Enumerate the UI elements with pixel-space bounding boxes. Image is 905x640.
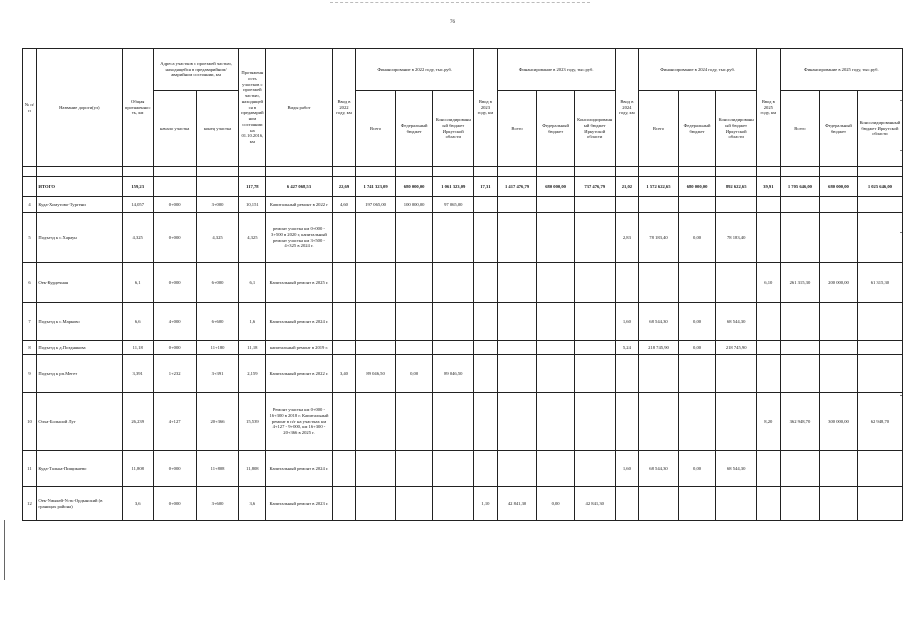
table-row bbox=[23, 355, 903, 393]
fin-federal-2024 bbox=[678, 197, 716, 213]
scan-left-edge-mark bbox=[4, 520, 5, 580]
put-km-2025 bbox=[757, 213, 781, 263]
put-km-2025 bbox=[757, 303, 781, 341]
works-type: Капитальный ремонт в 2023 г. bbox=[266, 487, 332, 521]
header-length-bad: Протяженность участков с проезжей частью, находящейся в предаварийном состоянии на 01.10.2016, км bbox=[239, 49, 266, 167]
fin-federal-2023 bbox=[537, 263, 575, 303]
total-sum-2022: 1 741 323,09 bbox=[356, 177, 396, 197]
put-km-2024: 5,24 bbox=[615, 341, 639, 355]
fin-federal-2024: 0,00 bbox=[678, 451, 716, 487]
fin-total-2025 bbox=[780, 355, 820, 393]
put-km-2024 bbox=[615, 355, 639, 393]
total-reg-2023: 737 476,79 bbox=[574, 177, 615, 197]
total-length: 26,239 bbox=[122, 393, 153, 451]
fin-regional-2023 bbox=[574, 341, 615, 355]
segment-end: 3+391 bbox=[196, 355, 239, 393]
fin-federal-2025: 200 000,00 bbox=[820, 263, 858, 303]
fin-total-2023 bbox=[497, 341, 537, 355]
fin-federal-2025: 300 000,00 bbox=[820, 393, 858, 451]
header-total-2022: Всего bbox=[356, 91, 396, 167]
scan-top-marks bbox=[330, 2, 590, 4]
total-put-2025: 39,91 bbox=[757, 177, 781, 197]
total-length: 11,18 bbox=[122, 341, 153, 355]
fin-total-2025 bbox=[780, 303, 820, 341]
header-reg-2025: Консолидированный бюджет Иркутской области bbox=[857, 91, 902, 167]
road-name: Куда-Хомутово-Тургени bbox=[36, 197, 122, 213]
total-reg-2024: 892 622,65 bbox=[716, 177, 757, 197]
fin-regional-2025 bbox=[857, 487, 902, 521]
segment-start: 0+000 bbox=[153, 451, 196, 487]
header-fin-2023: Финансирование в 2023 году, тыс.руб. bbox=[497, 49, 615, 91]
fin-total-2025 bbox=[780, 487, 820, 521]
fin-regional-2024: 68 544,30 bbox=[716, 303, 757, 341]
table-row bbox=[23, 197, 903, 213]
header-reg-2023: Консолидированный бюджет Иркутской области bbox=[574, 91, 615, 167]
put-km-2022 bbox=[332, 487, 356, 521]
row-num: 11 bbox=[23, 451, 37, 487]
table-row bbox=[23, 451, 903, 487]
fin-regional-2025: 61 315,30 bbox=[857, 263, 902, 303]
fin-federal-2023: 0,00 bbox=[537, 487, 575, 521]
fin-federal-2025 bbox=[820, 341, 858, 355]
header-start: начало участка bbox=[153, 91, 196, 167]
fin-federal-2025 bbox=[820, 451, 858, 487]
header-fed-2025: Федеральный бюджет bbox=[820, 91, 858, 167]
fin-total-2023 bbox=[497, 393, 537, 451]
total-label: ИТОГО bbox=[36, 177, 122, 197]
total-length: 6,6 bbox=[122, 303, 153, 341]
fin-total-2025 bbox=[780, 197, 820, 213]
fin-regional-2024: 68 544,30 bbox=[716, 451, 757, 487]
fin-federal-2022 bbox=[395, 451, 433, 487]
fin-total-2022: 197 065,00 bbox=[356, 197, 396, 213]
header-fin-2024: Финансирование в 2024 году, тыс.руб. bbox=[639, 49, 757, 91]
header-total-2023: Всего bbox=[497, 91, 537, 167]
fin-regional-2025: 62 948,70 bbox=[857, 393, 902, 451]
fin-regional-2022 bbox=[433, 263, 474, 303]
fin-total-2025: 261 315,30 bbox=[780, 263, 820, 303]
fin-federal-2022 bbox=[395, 393, 433, 451]
fin-regional-2023 bbox=[574, 303, 615, 341]
length-bad: 10,151 bbox=[239, 197, 266, 213]
fin-federal-2024 bbox=[678, 393, 716, 451]
put-km-2024: 1,60 bbox=[615, 303, 639, 341]
fin-federal-2022: 100 000,00 bbox=[395, 197, 433, 213]
fin-regional-2022 bbox=[433, 451, 474, 487]
row-num: 7 bbox=[23, 303, 37, 341]
header-put-2024: Ввод в 2024 году, км bbox=[615, 49, 639, 167]
row-num: 9 bbox=[23, 355, 37, 393]
fin-regional-2025 bbox=[857, 213, 902, 263]
fin-regional-2024 bbox=[716, 487, 757, 521]
fin-federal-2023 bbox=[537, 303, 575, 341]
segment-end: 3+600 bbox=[196, 487, 239, 521]
row-num: 6 bbox=[23, 263, 37, 303]
fin-federal-2024 bbox=[678, 263, 716, 303]
fin-regional-2023 bbox=[574, 355, 615, 393]
header-fin-2022: Финансирование в 2022 году, тыс.руб. bbox=[356, 49, 474, 91]
header-reg-2022: Консолидированный бюджет Иркутской области bbox=[433, 91, 474, 167]
total-fed-2025: 680 000,00 bbox=[820, 177, 858, 197]
road-name: Оек-Умыкей-Усть-Ордынский (в границах района) bbox=[36, 487, 122, 521]
total-length: 4,325 bbox=[122, 213, 153, 263]
header-put-2023: Ввод в 2023 году, км bbox=[474, 49, 498, 167]
road-repair-table bbox=[22, 48, 903, 521]
fin-federal-2024 bbox=[678, 487, 716, 521]
fin-regional-2024 bbox=[716, 263, 757, 303]
put-km-2023 bbox=[474, 303, 498, 341]
fin-regional-2022: 97 065,00 bbox=[433, 197, 474, 213]
table-row bbox=[23, 393, 903, 451]
segment-start: 1+232 bbox=[153, 355, 196, 393]
fin-federal-2023 bbox=[537, 451, 575, 487]
works-type: Ремонт участка км 0+000 - 16+300 в 2018 г. Капитальный ремонт в п/г на участках км 4+127 - 9+000, км 16+300 - 20+366 в 2025 г. bbox=[266, 393, 332, 451]
fin-regional-2025 bbox=[857, 451, 902, 487]
works-type: капитальный ремонт в 2019 г. bbox=[266, 341, 332, 355]
segment-end: 6+000 bbox=[196, 263, 239, 303]
fin-federal-2023 bbox=[537, 393, 575, 451]
fin-total-2024 bbox=[639, 263, 679, 303]
segment-end: 4,325 bbox=[196, 213, 239, 263]
total-length: 159,23 bbox=[122, 177, 153, 197]
header-fed-2024: Федеральный бюджет bbox=[678, 91, 716, 167]
fin-federal-2025 bbox=[820, 197, 858, 213]
fin-regional-2022 bbox=[433, 393, 474, 451]
put-km-2024 bbox=[615, 393, 639, 451]
put-km-2022 bbox=[332, 451, 356, 487]
works-type: Капитальный ремонт в 2024 г. bbox=[266, 303, 332, 341]
total-fed-2024: 680 000,00 bbox=[678, 177, 716, 197]
total-works: 6 427 068,53 bbox=[266, 177, 332, 197]
fin-federal-2024: 0,00 bbox=[678, 341, 716, 355]
fin-total-2025 bbox=[780, 213, 820, 263]
fin-federal-2023 bbox=[537, 355, 575, 393]
road-name: Подъезд к с.Марково bbox=[36, 303, 122, 341]
works-type: Капитальный ремонт в 2022 г bbox=[266, 197, 332, 213]
row-num: 5 bbox=[23, 213, 37, 263]
total-sum-2023: 1 417 476,79 bbox=[497, 177, 537, 197]
fin-total-2024: 68 544,30 bbox=[639, 303, 679, 341]
row-num: 12 bbox=[23, 487, 37, 521]
fin-federal-2024: 0,00 bbox=[678, 213, 716, 263]
fin-regional-2025 bbox=[857, 355, 902, 393]
length-bad: 2,159 bbox=[239, 355, 266, 393]
fin-total-2023 bbox=[497, 303, 537, 341]
table-row bbox=[23, 213, 903, 263]
put-km-2023 bbox=[474, 213, 498, 263]
total-reg-2025: 1 025 646,00 bbox=[857, 177, 902, 197]
fin-regional-2023 bbox=[574, 263, 615, 303]
put-km-2024: 2,83 bbox=[615, 213, 639, 263]
fin-regional-2025 bbox=[857, 303, 902, 341]
total-fed-2023: 680 000,00 bbox=[537, 177, 575, 197]
total-length: 3,391 bbox=[122, 355, 153, 393]
segment-start: 0+000 bbox=[153, 197, 196, 213]
header-total-2024: Всего bbox=[639, 91, 679, 167]
segment-start: 0+000 bbox=[153, 341, 196, 355]
table-header bbox=[23, 49, 903, 167]
road-name: Подъезд к с.Хараун bbox=[36, 213, 122, 263]
put-km-2025 bbox=[757, 197, 781, 213]
put-km-2024: 1,60 bbox=[615, 451, 639, 487]
length-bad: 4,325 bbox=[239, 213, 266, 263]
header-address-group: Адреса участков с проезжей частью, находящейся в предаварийном/аварийном состоянии, км bbox=[153, 49, 239, 91]
put-km-2024 bbox=[615, 263, 639, 303]
put-km-2023 bbox=[474, 197, 498, 213]
segment-end: 20+366 bbox=[196, 393, 239, 451]
fin-total-2025 bbox=[780, 451, 820, 487]
fin-regional-2023 bbox=[574, 451, 615, 487]
table-row bbox=[23, 303, 903, 341]
put-km-2023 bbox=[474, 355, 498, 393]
segment-end: 11+180 bbox=[196, 341, 239, 355]
fin-total-2024: 78 183,40 bbox=[639, 213, 679, 263]
fin-federal-2022 bbox=[395, 341, 433, 355]
fin-federal-2022 bbox=[395, 487, 433, 521]
segment-start: 0+000 bbox=[153, 263, 196, 303]
total-length: 11,808 bbox=[122, 451, 153, 487]
put-km-2022 bbox=[332, 303, 356, 341]
put-km-2023 bbox=[474, 263, 498, 303]
fin-regional-2022 bbox=[433, 487, 474, 521]
header-put-2025: Ввод в 2025 году, км bbox=[757, 49, 781, 167]
put-km-2025: 6,10 bbox=[757, 263, 781, 303]
put-km-2025 bbox=[757, 355, 781, 393]
length-bad: 6,1 bbox=[239, 263, 266, 303]
fin-total-2024: 68 544,30 bbox=[639, 451, 679, 487]
segment-start: 4+127 bbox=[153, 393, 196, 451]
put-km-2023 bbox=[474, 341, 498, 355]
put-km-2023 bbox=[474, 451, 498, 487]
road-name: Подъезд к рп.Мегет bbox=[36, 355, 122, 393]
row-num: 4 bbox=[23, 197, 37, 213]
total-length: 3,6 bbox=[122, 487, 153, 521]
road-name: Оек-Курдечная bbox=[36, 263, 122, 303]
total-reg-2022: 1 061 323,09 bbox=[433, 177, 474, 197]
total-sum-2025: 1 705 646,00 bbox=[780, 177, 820, 197]
fin-federal-2022 bbox=[395, 213, 433, 263]
length-bad: 15,539 bbox=[239, 393, 266, 451]
fin-total-2022 bbox=[356, 303, 396, 341]
header-total-length: Общая протяженность, км bbox=[122, 49, 153, 167]
works-type: Капитальный ремонт в 2025 г. bbox=[266, 263, 332, 303]
fin-total-2025: 362 948,70 bbox=[780, 393, 820, 451]
fin-total-2024 bbox=[639, 487, 679, 521]
put-km-2023: 1,10 bbox=[474, 487, 498, 521]
put-km-2025: 8,20 bbox=[757, 393, 781, 451]
segment-end: 3+000 bbox=[196, 197, 239, 213]
table-row bbox=[23, 341, 903, 355]
fin-regional-2025 bbox=[857, 341, 902, 355]
length-bad: 1,6 bbox=[239, 303, 266, 341]
segment-start: 4+000 bbox=[153, 303, 196, 341]
fin-regional-2022 bbox=[433, 213, 474, 263]
fin-regional-2024 bbox=[716, 197, 757, 213]
fin-total-2022: 89 046,50 bbox=[356, 355, 396, 393]
works-type: Капитальный ремонт в 2022 г. bbox=[266, 355, 332, 393]
fin-total-2022 bbox=[356, 487, 396, 521]
fin-federal-2024 bbox=[678, 355, 716, 393]
fin-regional-2022: 89 046,50 bbox=[433, 355, 474, 393]
put-km-2024 bbox=[615, 197, 639, 213]
header-road-name: Название дороги(ул) bbox=[36, 49, 122, 167]
row-num: 10 bbox=[23, 393, 37, 451]
header-works: Виды работ bbox=[266, 49, 332, 167]
fin-federal-2023 bbox=[537, 213, 575, 263]
fin-total-2022 bbox=[356, 393, 396, 451]
total-length: 14,057 bbox=[122, 197, 153, 213]
fin-total-2022 bbox=[356, 213, 396, 263]
segment-start: 0+000 bbox=[153, 213, 196, 263]
put-km-2022: 3,40 bbox=[332, 355, 356, 393]
fin-federal-2023 bbox=[537, 197, 575, 213]
put-km-2025 bbox=[757, 341, 781, 355]
length-bad: 11,18 bbox=[239, 341, 266, 355]
fin-total-2023: 42 841,30 bbox=[497, 487, 537, 521]
put-km-2023 bbox=[474, 393, 498, 451]
total-row bbox=[23, 177, 903, 197]
fin-federal-2024: 0,00 bbox=[678, 303, 716, 341]
segment-start: 0+000 bbox=[153, 487, 196, 521]
header-num: № п/п bbox=[23, 49, 37, 167]
total-sum-2024: 1 572 622,65 bbox=[639, 177, 679, 197]
fin-regional-2024 bbox=[716, 393, 757, 451]
put-km-2022 bbox=[332, 393, 356, 451]
total-fed-2022: 680 000,00 bbox=[395, 177, 433, 197]
put-km-2024 bbox=[615, 487, 639, 521]
header-fed-2023: Федеральный бюджет bbox=[537, 91, 575, 167]
total-put-2022: 22,69 bbox=[332, 177, 356, 197]
total-length: 6,1 bbox=[122, 263, 153, 303]
fin-regional-2024: 218 745,90 bbox=[716, 341, 757, 355]
fin-total-2023 bbox=[497, 355, 537, 393]
fin-regional-2025 bbox=[857, 197, 902, 213]
fin-regional-2023: 42 841,30 bbox=[574, 487, 615, 521]
page-number: 76 bbox=[450, 20, 455, 25]
road-name: Олха-Большой Луг bbox=[36, 393, 122, 451]
put-km-2022 bbox=[332, 213, 356, 263]
fin-regional-2024 bbox=[716, 355, 757, 393]
put-km-2022: 4,60 bbox=[332, 197, 356, 213]
put-km-2025 bbox=[757, 451, 781, 487]
fin-regional-2023 bbox=[574, 213, 615, 263]
segment-end: 6+600 bbox=[196, 303, 239, 341]
header-end: конец участка bbox=[196, 91, 239, 167]
length-bad: 3,6 bbox=[239, 487, 266, 521]
total-put-2023: 17,31 bbox=[474, 177, 498, 197]
spacer-row bbox=[23, 167, 903, 177]
header-put-2022: Ввод в 2022 году, км bbox=[332, 49, 356, 167]
fin-federal-2022 bbox=[395, 263, 433, 303]
total-length-bad: 117,78 bbox=[239, 177, 266, 197]
table-row bbox=[23, 263, 903, 303]
fin-regional-2023 bbox=[574, 197, 615, 213]
fin-regional-2024: 78 183,40 bbox=[716, 213, 757, 263]
road-name: Куда-Талька-Пищикаево bbox=[36, 451, 122, 487]
fin-total-2024 bbox=[639, 355, 679, 393]
road-name: Подъезд к д.Позднякова bbox=[36, 341, 122, 355]
fin-total-2022 bbox=[356, 263, 396, 303]
header-reg-2024: Консолидированный бюджет Иркутской области bbox=[716, 91, 757, 167]
fin-federal-2022: 0,00 bbox=[395, 355, 433, 393]
fin-federal-2022 bbox=[395, 303, 433, 341]
fin-regional-2023 bbox=[574, 393, 615, 451]
segment-end: 11+808 bbox=[196, 451, 239, 487]
length-bad: 11,808 bbox=[239, 451, 266, 487]
table-body bbox=[23, 167, 903, 521]
put-km-2022 bbox=[332, 263, 356, 303]
fin-federal-2025 bbox=[820, 355, 858, 393]
fin-total-2023 bbox=[497, 451, 537, 487]
fin-federal-2023 bbox=[537, 341, 575, 355]
fin-total-2024 bbox=[639, 197, 679, 213]
fin-total-2024 bbox=[639, 393, 679, 451]
fin-total-2023 bbox=[497, 213, 537, 263]
header-fin-2025: Финансирование в 2025 году, тыс.руб. bbox=[780, 49, 902, 91]
header-fed-2022: Федеральный бюджет bbox=[395, 91, 433, 167]
fin-total-2023 bbox=[497, 197, 537, 213]
fin-regional-2022 bbox=[433, 303, 474, 341]
row-num: 8 bbox=[23, 341, 37, 355]
fin-total-2024: 218 745,90 bbox=[639, 341, 679, 355]
fin-regional-2022 bbox=[433, 341, 474, 355]
fin-total-2022 bbox=[356, 451, 396, 487]
header-total-2025: Всего bbox=[780, 91, 820, 167]
put-km-2022 bbox=[332, 341, 356, 355]
table-row bbox=[23, 487, 903, 521]
fin-total-2023 bbox=[497, 263, 537, 303]
works-type: ремонт участка км 0+000 - 3+500 в 2020 г, капитальный ремонт участка км 3+500 - 4+325 в 2024 г. bbox=[266, 213, 332, 263]
works-type: Капитальный ремонт в 2024 г. bbox=[266, 451, 332, 487]
fin-federal-2025 bbox=[820, 303, 858, 341]
fin-federal-2025 bbox=[820, 487, 858, 521]
fin-total-2022 bbox=[356, 341, 396, 355]
put-km-2025 bbox=[757, 487, 781, 521]
fin-total-2025 bbox=[780, 341, 820, 355]
total-put-2024: 21,02 bbox=[615, 177, 639, 197]
fin-federal-2025 bbox=[820, 213, 858, 263]
